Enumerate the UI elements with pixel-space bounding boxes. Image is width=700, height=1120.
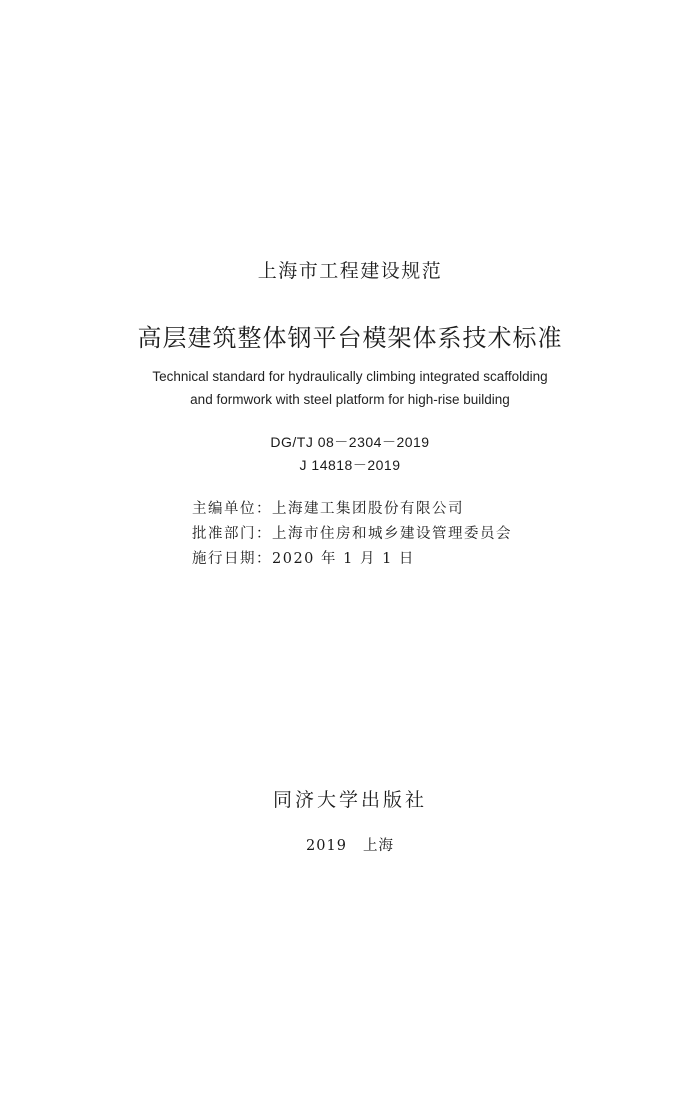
standard-code-dg: DG/TJ 08－2304－2019	[270, 434, 430, 450]
standard-code-j: J 14818－2019	[299, 457, 401, 473]
approving-department: 批准部门：上海市住房和城乡建设管理委员会	[192, 526, 512, 542]
imprint-city: 上海	[362, 838, 394, 854]
series-title: 上海市工程建设规范	[257, 260, 443, 282]
standard-title-cn: 高层建筑整体钢平台模架体系技术标准	[137, 324, 563, 352]
publisher-name: 同济大学出版社	[272, 789, 427, 811]
standard-title-en-line2: and formwork with steel platform for high-rise building	[190, 392, 510, 407]
imprint-year: 2019	[306, 838, 347, 854]
effective-date: 施行日期：2020 年 1 月 1 日	[192, 551, 415, 567]
imprint-line	[0, 834, 700, 855]
standard-title-en-line1: Technical standard for hydraulically climbing integrated scaffolding	[152, 369, 548, 384]
chief-editor-unit: 主编单位：上海建工集团股份有限公司	[192, 501, 464, 517]
